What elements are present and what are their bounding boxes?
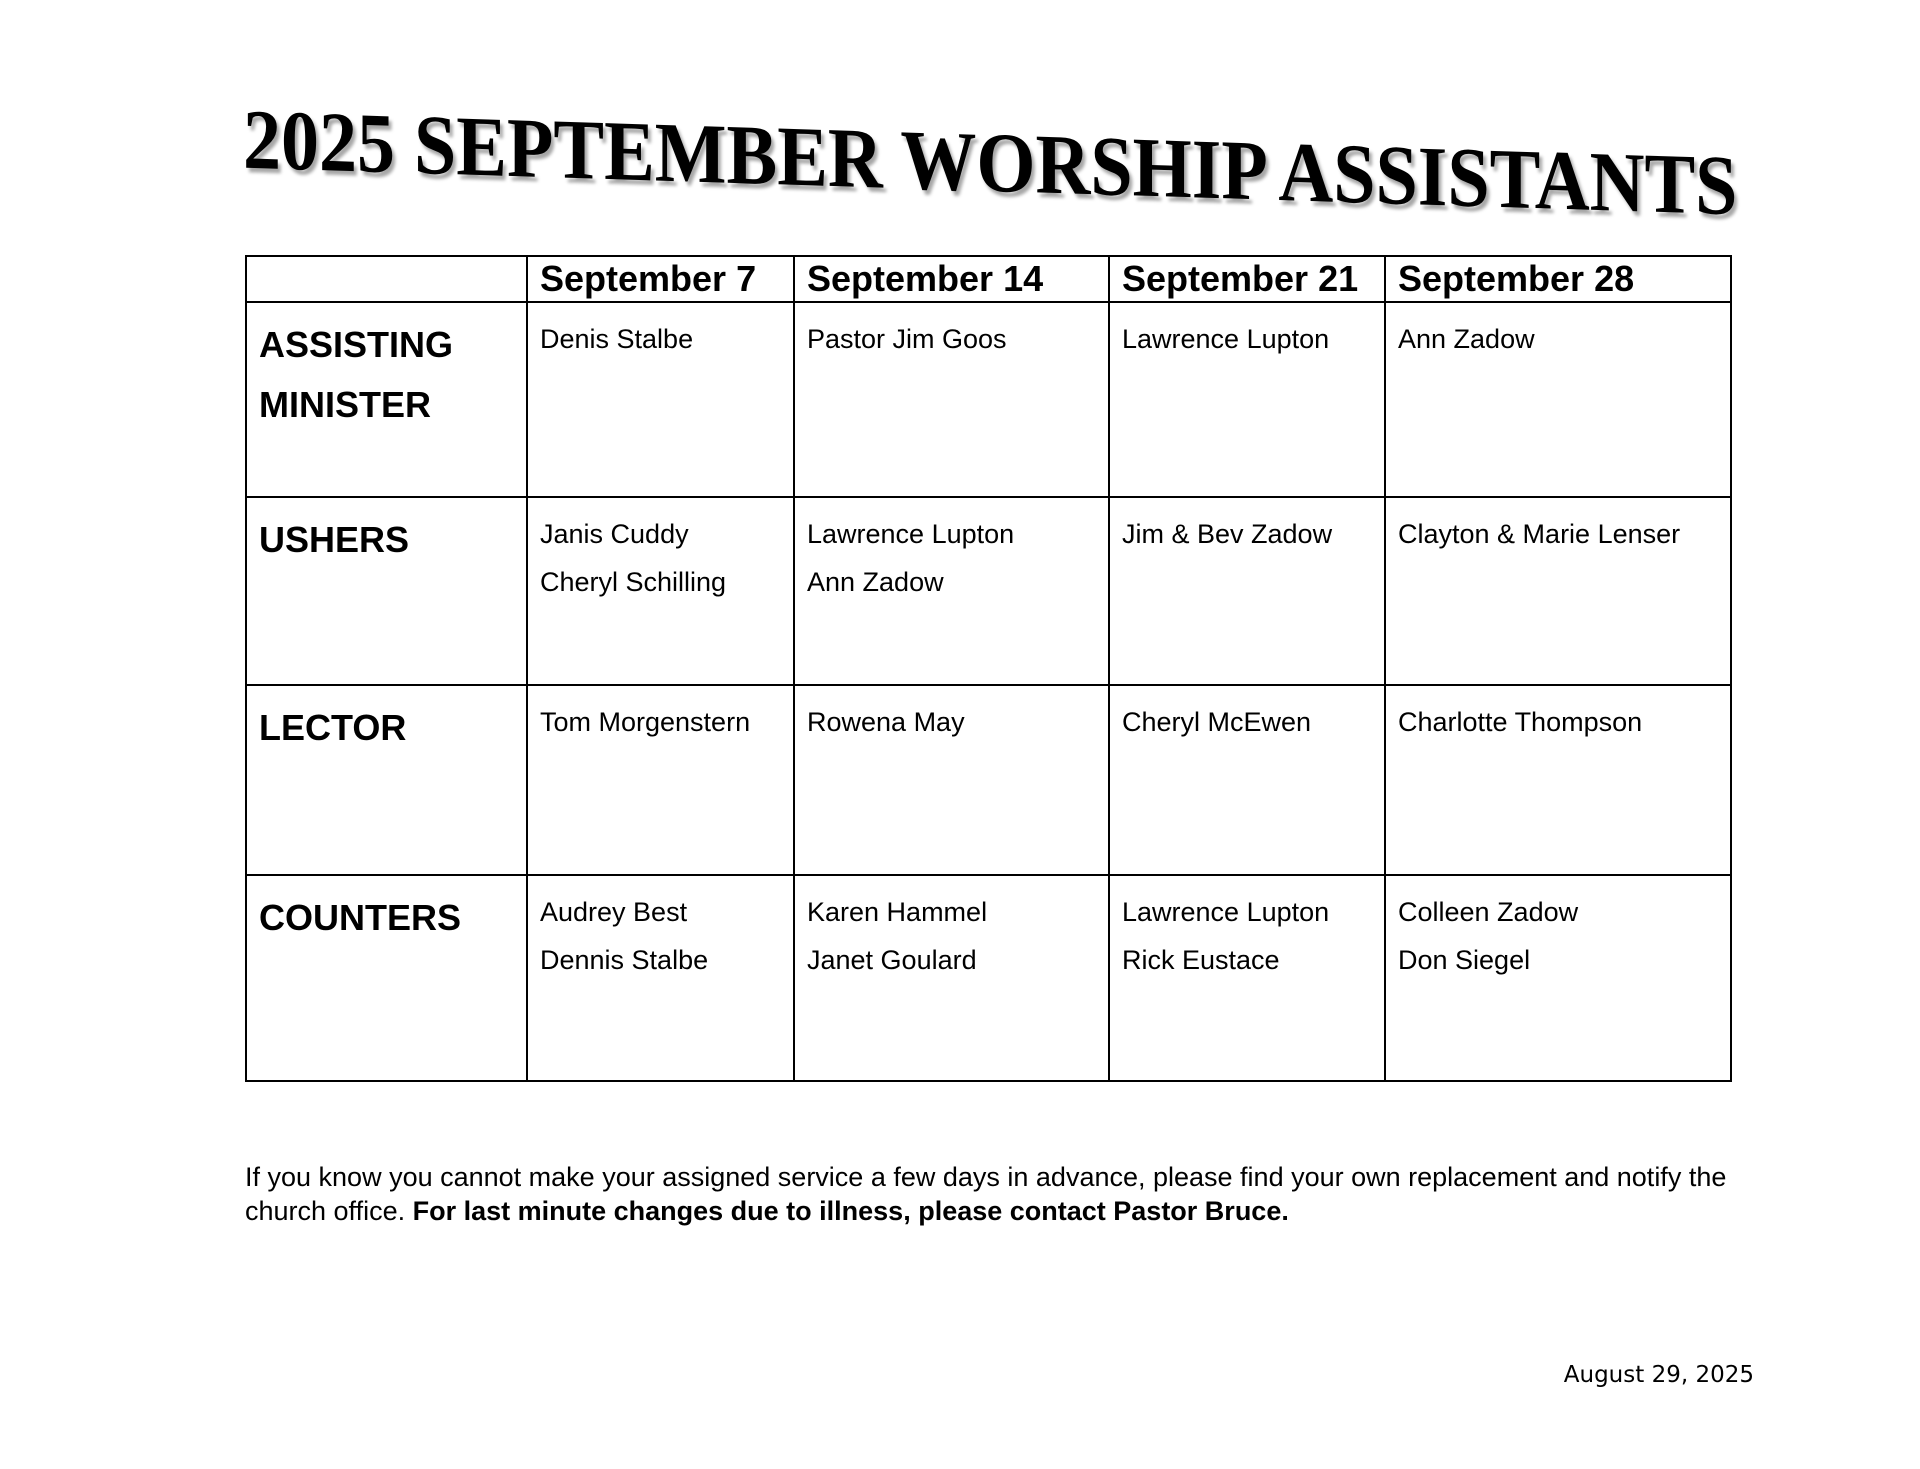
column-header-sept-7: September 7 — [527, 256, 794, 302]
assignee: Jim & Bev Zadow — [1122, 519, 1333, 549]
table-row-assisting-minister — [246, 302, 1731, 497]
assignee: Pastor Jim Goos — [807, 324, 1007, 354]
page-title — [242, 92, 1738, 233]
assignee: Lawrence Lupton — [1122, 897, 1330, 927]
corner-cell — [246, 256, 527, 302]
column-header-sept-28: September 28 — [1385, 256, 1731, 302]
assignment-cell — [1109, 497, 1385, 685]
role-label: LECTOR — [246, 685, 527, 875]
assignment-cell — [794, 875, 1109, 1081]
replacement-note — [245, 1160, 1745, 1228]
assignee: Janet Goulard — [807, 945, 977, 975]
assignee: Ann Zadow — [1398, 324, 1535, 354]
assignee: Ann Zadow — [807, 567, 944, 597]
assignee: Colleen Zadow — [1398, 897, 1579, 927]
assignee: Charlotte Thompson — [1398, 707, 1643, 737]
assignee: Lawrence Lupton — [1122, 324, 1330, 354]
assignee: Karen Hammel — [807, 897, 988, 927]
assignee: Cheryl Schilling — [540, 567, 727, 597]
assignee: Lawrence Lupton — [807, 519, 1015, 549]
assignment-cell — [1385, 497, 1731, 685]
role-label: ASSISTING MINISTER — [246, 302, 527, 497]
document-date: August 29, 2025 — [1563, 1362, 1754, 1388]
assignment-cell — [1109, 875, 1385, 1081]
assignee: Janis Cuddy — [540, 519, 689, 549]
assignment-cell — [794, 685, 1109, 875]
column-header-sept-14: September 14 — [794, 256, 1109, 302]
table-row-counters — [246, 875, 1731, 1081]
role-label: USHERS — [246, 497, 527, 685]
assignee: Audrey Best — [540, 897, 688, 927]
assignment-cell — [794, 497, 1109, 685]
table-row-lector — [246, 685, 1731, 875]
assignee: Cheryl McEwen — [1122, 707, 1312, 737]
assignee: Rick Eustace — [1122, 945, 1280, 975]
header-row — [246, 256, 1731, 302]
role-label: COUNTERS — [246, 875, 527, 1081]
note-text: If you know you cannot make your assigned service a few days in advance, please find your own replacement and notify the church office. — [245, 1162, 1727, 1226]
column-header-sept-21: September 21 — [1109, 256, 1385, 302]
assignee: Don Siegel — [1398, 945, 1531, 975]
assignment-cell — [1109, 302, 1385, 497]
page-title-text: 2025 SEPTEMBER WORSHIP ASSISTANTS — [242, 92, 1738, 233]
assignee: Dennis Stalbe — [540, 945, 709, 975]
assignment-cell — [527, 685, 794, 875]
assignee: Rowena May — [807, 707, 965, 737]
assignment-cell — [1385, 685, 1731, 875]
assignment-cell — [1109, 685, 1385, 875]
assignment-cell — [794, 302, 1109, 497]
assignee: Denis Stalbe — [540, 324, 694, 354]
assignment-cell — [527, 497, 794, 685]
note-bold-text: For last minute changes due to illness, please contact Pastor Bruce. — [412, 1196, 1289, 1226]
assignment-cell — [527, 875, 794, 1081]
assignment-cell — [1385, 302, 1731, 497]
schedule-table — [245, 255, 1732, 1082]
table-row-ushers — [246, 497, 1731, 685]
assignment-cell — [527, 302, 794, 497]
assignee: Clayton & Marie Lenser — [1398, 519, 1681, 549]
assignee: Tom Morgenstern — [540, 707, 751, 737]
assignment-cell — [1385, 875, 1731, 1081]
